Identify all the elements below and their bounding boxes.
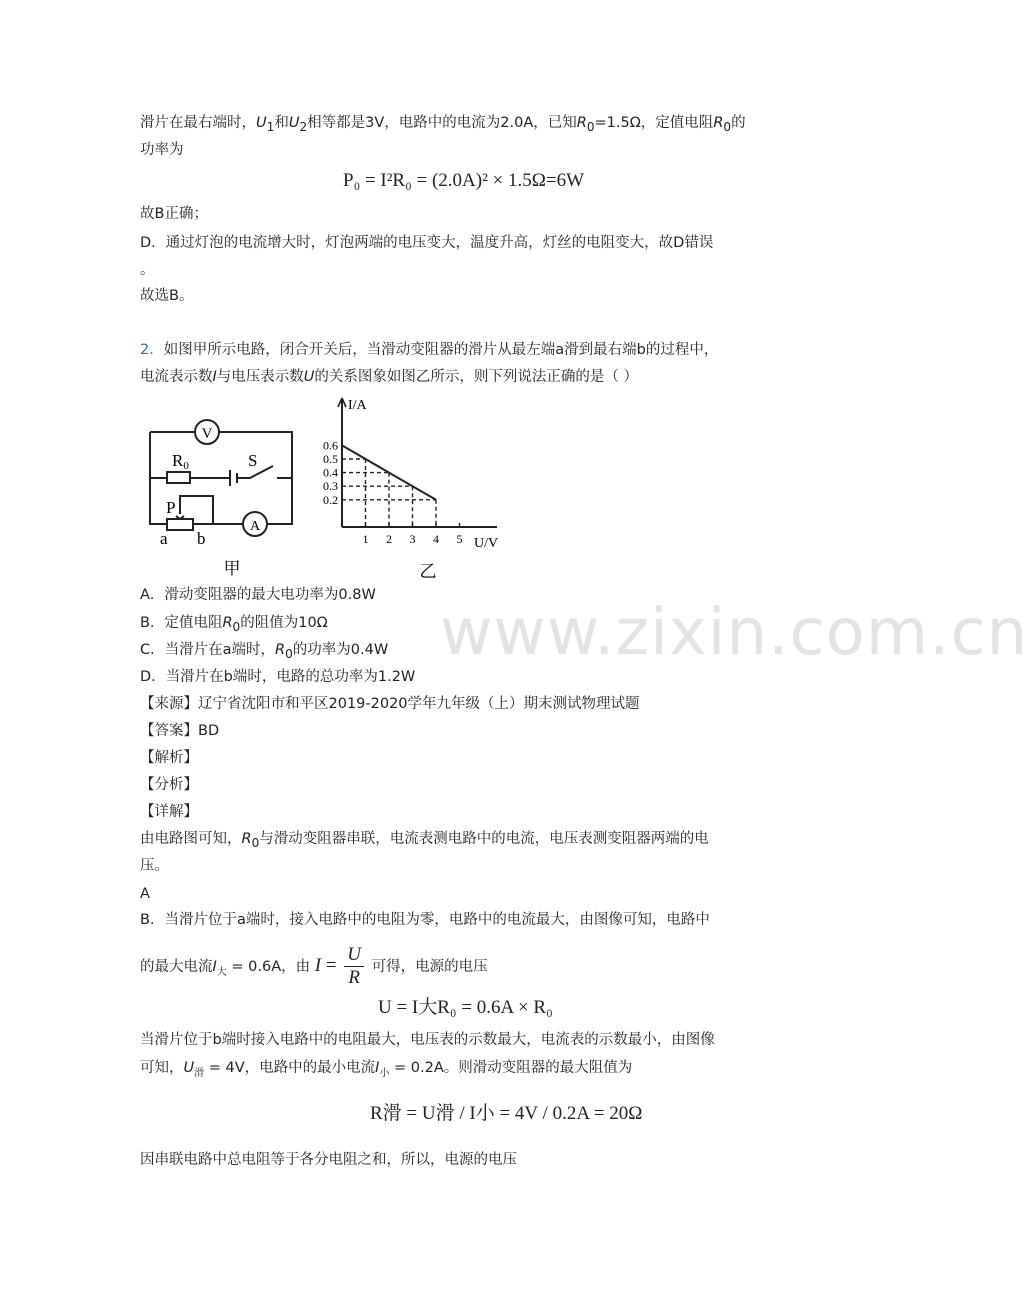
y-axis-label: I/A	[348, 398, 367, 413]
text-line: D．通过灯泡的电流增大时，灯泡两端的电压变大，温度升高，灯丝的电阻变大，故D错误	[140, 235, 714, 251]
y-tick-label: 0.5	[323, 452, 338, 466]
option-b[interactable]	[140, 613, 328, 637]
question-number: 2．	[140, 342, 164, 358]
end-a-label: a	[160, 529, 168, 548]
symbol: R	[275, 642, 286, 658]
text: D．当滑片在b端时，电路的总功率为1.2W	[140, 669, 416, 685]
text-line: 故B正确；	[140, 206, 208, 222]
text: C．当滑片在a端时，	[140, 642, 276, 658]
symbol: R	[713, 115, 724, 131]
x-tick-label: 1	[362, 532, 369, 546]
equation-max-resistance: R滑 = U滑 / I小 = 4V / 0.2A = 20Ω	[370, 1103, 643, 1124]
option-a[interactable]	[140, 585, 376, 605]
subscript: 0	[586, 119, 595, 134]
text: 可得，电源的电压	[371, 958, 488, 975]
option-c[interactable]	[140, 640, 388, 664]
text: 电流表示数	[140, 369, 213, 385]
source-line: 【来源】辽宁省沈阳市和平区2019-2020学年九年级（上）期末测试物理试题	[140, 696, 640, 712]
caption-yi: 乙	[419, 562, 437, 581]
analysis-heading: 【分析】	[140, 777, 198, 793]
voltmeter-label: V	[201, 426, 213, 442]
symbol: R	[222, 615, 233, 631]
subscript: 滑	[194, 1067, 205, 1079]
text: 与电压表示数	[216, 369, 304, 385]
answer-line: 【答案】BD	[140, 723, 220, 739]
ohm-law-formula: I = $\frac{U}{R}$	[315, 955, 367, 976]
symbol: U	[256, 115, 267, 131]
text-line: 。	[140, 262, 155, 278]
x-tick-label: 4	[433, 532, 439, 546]
text-line	[140, 944, 488, 993]
text: 的阻值为10Ω	[240, 615, 328, 631]
analysis-heading: 【解析】	[140, 750, 198, 766]
question-line	[140, 340, 718, 360]
y-tick-label: 0.3	[323, 479, 338, 494]
detail-heading: 【详解】	[140, 804, 198, 820]
r0-label: R0	[172, 451, 189, 472]
slider-label: P	[166, 498, 176, 517]
x-axis-label: U/V	[474, 536, 499, 551]
x-tick-label: 3	[409, 532, 416, 546]
symbol: R	[576, 115, 587, 131]
symbol: I	[212, 958, 217, 975]
equation-power: P₀ = I²R₀ = (2.0A)² × 1.5Ω=6W	[343, 170, 584, 191]
question-line	[140, 367, 638, 387]
x-tick-label: 5	[456, 532, 463, 546]
subscript: 大	[216, 966, 227, 978]
text-line: 当滑片位于b端时接入电路中的电阻最大，电压表的示数最大，电流表的示数最小，由图像	[140, 1032, 715, 1048]
y-tick-label: 0.6	[323, 438, 338, 453]
text: 的	[731, 115, 746, 131]
subscript: 0	[285, 646, 293, 661]
text-line: 故选B。	[140, 288, 194, 304]
symbol: I	[212, 369, 217, 385]
text-line: 因串联电路中总电阻等于各分电阻之和，所以，电源的电压	[140, 1152, 517, 1168]
symbol: I	[375, 1060, 380, 1076]
subscript: 小	[379, 1067, 390, 1079]
equation-source-voltage: U = I大R₀ = 0.6A × R₀	[378, 997, 553, 1018]
text: B．定值电阻	[140, 615, 223, 631]
text-line: A	[140, 886, 150, 902]
symbol: U	[288, 115, 300, 131]
text-line	[140, 1058, 632, 1084]
subscript: 2	[299, 119, 308, 134]
text: A．滑动变阻器的最大电功率为0.8W	[140, 587, 376, 603]
subscript: 0	[723, 119, 732, 134]
text-line	[140, 829, 709, 853]
text: 滑片在最右端时，	[140, 115, 256, 131]
text: 的功率为0.4W	[292, 642, 389, 658]
y-tick-label: 0.2	[323, 492, 338, 507]
switch-label: S	[248, 451, 258, 470]
text: 可知，	[140, 1060, 184, 1076]
text: = 0.6A，由	[226, 958, 311, 975]
text: 的最大电流	[140, 958, 213, 975]
iu-graph	[312, 395, 507, 582]
text-line: 功率为	[140, 142, 184, 158]
ammeter-label: A	[249, 519, 261, 534]
symbol: U	[183, 1060, 195, 1076]
caption-jia: 甲	[223, 559, 241, 578]
text: 相等都是3V，电路中的电流为2.0A，已知	[307, 115, 577, 131]
subscript: 0	[251, 835, 260, 850]
y-tick-label: 0.4	[323, 465, 338, 480]
symbol: U	[303, 369, 315, 385]
text-line: B．当滑片位于a端时，接入电路中的电阻为零，电路中的电流最大，由图像可知，电路中	[140, 912, 710, 928]
text: 由电路图可知，	[140, 831, 242, 847]
subscript: 1	[266, 119, 275, 134]
text-line: 压。	[140, 858, 169, 874]
subscript: 0	[232, 619, 241, 634]
text: 和	[274, 115, 289, 131]
option-d[interactable]	[140, 667, 415, 687]
text: 与滑动变阻器串联，电流表测电路中的电流，电压表测变阻器两端的电	[259, 831, 709, 847]
circuit-diagram	[140, 398, 310, 580]
symbol: R	[241, 831, 252, 847]
text: = 4V，电路中的最小电流	[204, 1060, 376, 1076]
watermark: www.zixin.com.cn	[440, 596, 1028, 670]
end-b-label: b	[197, 529, 206, 548]
text: 如图甲所示电路，闭合开关后，当滑动变阻器的滑片从最左端a滑到最右端b的过程中，	[163, 342, 719, 358]
text: 的关系图象如图乙所示，则下列说法正确的是（ ）	[314, 369, 639, 385]
x-tick-label: 2	[386, 532, 392, 546]
text-line	[140, 113, 746, 137]
text: = 0.2A。则滑动变阻器的最大阻值为	[389, 1060, 633, 1076]
text: =1.5Ω，定值电阻	[594, 115, 714, 131]
